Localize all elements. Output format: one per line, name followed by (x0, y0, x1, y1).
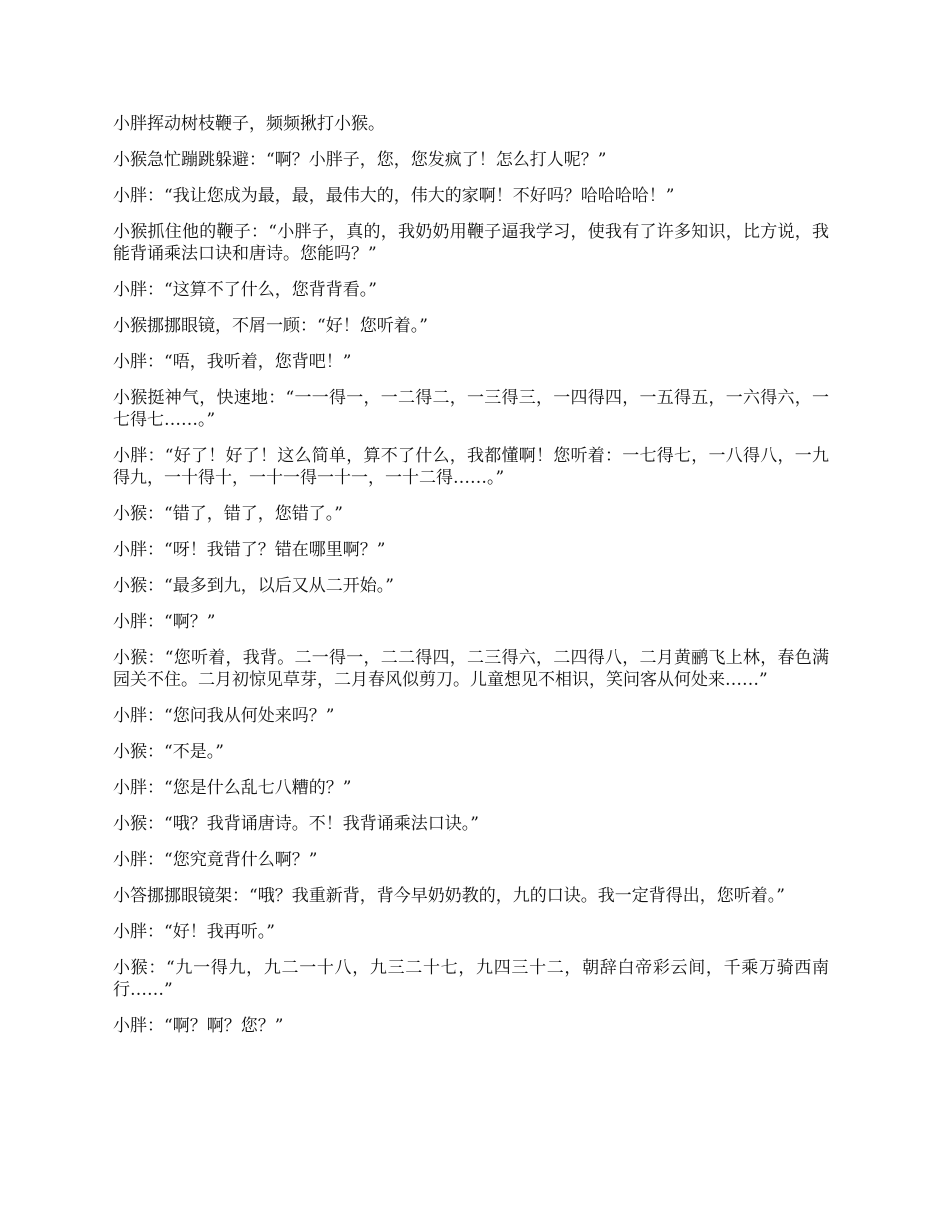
paragraph-14: 小猴：“您听着，我背。二一得一，二二得四，二三得六，二四得八，二月黄鹂飞上林，春色满园关不住。二月初惊见草芽，二月春风似剪刀。儿童想见不相识，笑问客从何处来……” (113, 648, 829, 690)
paragraph-7: 小胖：“唔，我听着，您背吧！” (113, 352, 352, 372)
paragraph-3: 小胖：“我让您成为最，最，最伟大的，伟大的家啊！不好吗？哈哈哈哈！” (113, 186, 675, 206)
paragraph-10: 小猴：“错了，错了，您错了。” (113, 504, 343, 524)
paragraph-8: 小猴挺神气，快速地：“一一得一，一二得二，一三得三，一四得四，一五得五，一六得六，一七得七……。” (113, 388, 829, 430)
paragraph-4: 小猴抓住他的鞭子：“小胖子，真的，我奶奶用鞭子逼我学习，使我有了许多知识，比方说，我能背诵乘法口诀和唐诗。您能吗？” (113, 222, 829, 264)
paragraph-18: 小猴：“哦？我背诵唐诗。不！我背诵乘法口诀。” (113, 814, 479, 834)
paragraph-17: 小胖：“您是什么乱七八糟的？” (113, 778, 352, 798)
document-body (113, 113, 829, 1051)
paragraph-1: 小胖挥动树枝鞭子，频频揪打小猴。 (113, 114, 385, 134)
paragraph-20: 小答挪挪眼镜架：“哦？我重新背，背今早奶奶教的，九的口诀。我一定背得出，您听着。” (113, 886, 785, 906)
paragraph-5: 小胖：“这算不了什么，您背背看。” (113, 280, 377, 300)
paragraph-21: 小胖：“好！我再听。” (113, 922, 275, 942)
paragraph-16: 小猴：“不是。” (113, 742, 224, 762)
paragraph-11: 小胖：“呀！我错了？错在哪里啊？” (113, 540, 386, 560)
paragraph-2: 小猴急忙蹦跳躲避：“啊？小胖子，您，您发疯了！怎么打人呢？” (113, 150, 607, 170)
paragraph-9: 小胖：“好了！好了！这么简单，算不了什么，我都懂啊！您听着：一七得七，一八得八，一九得九，一十得十，一十一得一十一，一十二得……。” (113, 446, 829, 488)
paragraph-13: 小胖：“啊？” (113, 612, 216, 632)
paragraph-23: 小胖：“啊？啊？您？” (113, 1016, 284, 1036)
paragraph-15: 小胖：“您问我从何处来吗？” (113, 706, 335, 726)
paragraph-19: 小胖：“您究竟背什么啊？” (113, 850, 318, 870)
paragraph-6: 小猴挪挪眼镜，不屑一顾：“好！您听着。” (113, 316, 428, 336)
paragraph-22: 小猴：“九一得九，九二一十八，九三二十七，九四三十二，朝辞白帝彩云间，千乘万骑西南行……” (113, 958, 829, 1000)
paragraph-12: 小猴：“最多到九，以后又从二开始。” (113, 576, 394, 596)
